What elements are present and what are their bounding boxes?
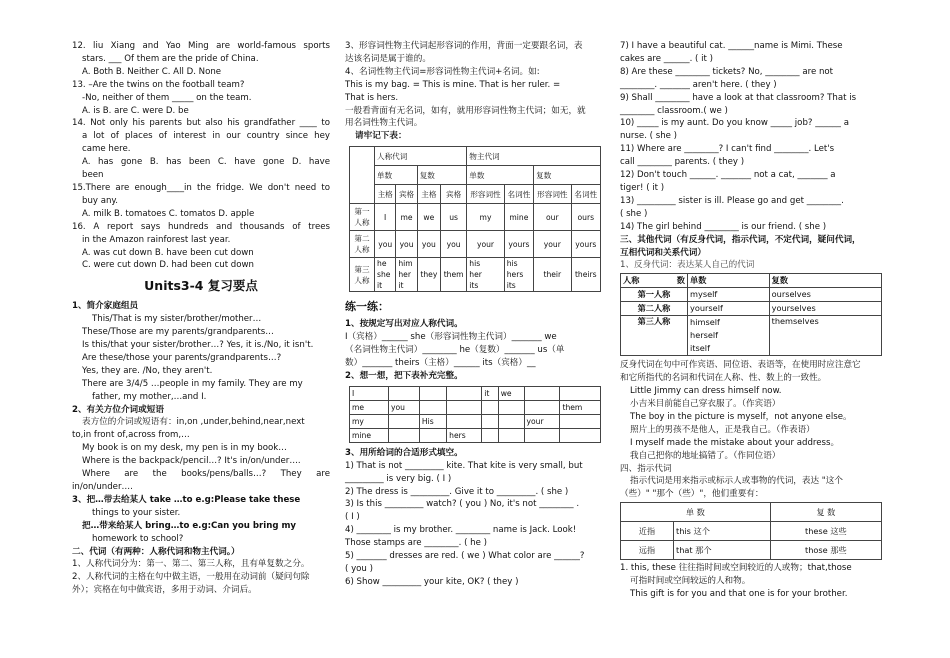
- table-cell: [498, 400, 524, 414]
- text-line: 1、人称代词分为：第一、第二、第三人称，且有单复数之分。: [72, 559, 310, 570]
- exercise-line: ________ classroom.( we ): [620, 105, 728, 116]
- table-cell: [389, 414, 420, 428]
- table-cell: his hers its: [504, 258, 533, 292]
- table-header: 主格: [417, 185, 440, 204]
- table-header: 宾格: [396, 185, 417, 204]
- table-cell: my: [350, 414, 389, 428]
- table-header-label: 数: [676, 275, 685, 286]
- table-cell: [498, 414, 524, 428]
- table-cell: yours: [504, 231, 533, 258]
- table-cell: [524, 428, 560, 442]
- table-cell: it: [482, 386, 498, 400]
- exercise-heading: 1、按规定写出对应人称代词。: [345, 319, 463, 330]
- table-cell: [482, 428, 498, 442]
- table-cell: your: [467, 231, 504, 258]
- table-corner: [350, 147, 375, 204]
- table-header: 单 数: [621, 503, 771, 522]
- answer-options: A. Both B. Neither C. All D. None: [82, 66, 222, 77]
- text-line: My book is on my desk, my pen is in my book…: [82, 443, 287, 454]
- example-line: 照片上的男孩不是他人，正是我自己。（作表语）: [630, 424, 815, 435]
- exercise-line: ( you ): [345, 563, 373, 574]
- text-line: This gift is for you and that one is for your brother.: [630, 589, 848, 600]
- exercise-line: cakes are ______. ( it ): [620, 53, 713, 64]
- table-header: 名词性: [571, 185, 600, 204]
- text-line: 把…带来给某人 bring…to e.g:Can you bring my: [82, 520, 297, 531]
- exercise-line: 9) Shall ________ have a look at that classroom? That is: [620, 92, 857, 103]
- table-cell: ourselves: [769, 288, 881, 302]
- table-cell: yourselves: [769, 302, 881, 316]
- exercise-line: nurse. ( she ): [620, 131, 678, 142]
- table-cell: [419, 400, 446, 414]
- exercise-line: 6) Show _________ your kite, OK? ( they ): [345, 576, 519, 587]
- example-line: The boy in the picture is myself，not anyone else。: [630, 411, 852, 422]
- table-cell: [524, 400, 560, 414]
- exercise-line: 13) _________ sister is ill. Please go and get ________.: [620, 195, 844, 206]
- question-line: a lot of places of interest in our country since hey: [82, 131, 330, 142]
- section-heading: 1、简介家庭组员: [72, 301, 139, 312]
- demonstrative-table: [620, 502, 882, 560]
- question-line: in the Amazon rainforest last year.: [82, 234, 231, 245]
- question-line: stars. ___ Of them are the pride of China.: [82, 53, 259, 64]
- table-header: 复 数: [770, 503, 881, 522]
- section-heading: 二、代词（有两种：人称代词和物主代词。）: [72, 546, 240, 557]
- answer-options: A. was cut down B. have been cut down: [82, 247, 254, 258]
- exercise-line: 1) That is not _________ kite. That kite is very small, but: [345, 460, 583, 471]
- question-line: 13. –Are the twins on the football team?: [72, 79, 245, 90]
- exercise-line: 12) Don't touch ______. _______ not a cat, _______ a: [620, 170, 836, 181]
- text-line: There are 3/4/5 …people in my family. They are my: [82, 378, 303, 389]
- unit-title: Units3-4 复习要点: [144, 278, 258, 294]
- table-cell: [524, 386, 560, 400]
- exercise-line: Those stamps are ________. ( he ): [345, 538, 487, 549]
- answer-options: A. has gone B. has been C. have gone D. have: [82, 157, 330, 168]
- text-line: 和它所指代的名词和代词在人称、性、数上的一致性。: [620, 373, 827, 384]
- table-cell: your: [534, 231, 571, 258]
- text-line: Is this/that your sister/brother…? Yes, it is./No, it isn't.: [82, 340, 314, 351]
- table-cell: him her it: [396, 258, 417, 292]
- question-line: -No, neither of them _____ on the team.: [82, 92, 252, 103]
- row-label: 近指: [621, 522, 674, 541]
- row-label: 远指: [621, 541, 674, 560]
- text-line: 表方位的介词或短语有：in,on ,under,behind,near,next: [82, 417, 305, 428]
- exercise-line: ( I ): [345, 512, 360, 523]
- table-header: 复数: [534, 166, 601, 185]
- text-line: 1、反身代词：表达某人自己的代词: [620, 260, 755, 271]
- text-line: 反身代词在句中可作宾语、同位语、表语等，在使用时应注意它: [620, 360, 861, 371]
- section-heading: 2、有关方位介词或短语: [72, 404, 164, 415]
- question-line: 14. Not only his parents but also his grandfather ____ to: [72, 118, 330, 129]
- exercise-line: call ________ parents. ( they ): [620, 157, 745, 168]
- text-line: This is my bag. = This is mine. That is her ruler. =: [345, 79, 561, 90]
- text-line: These/Those are my parents/grandparents…: [82, 327, 274, 338]
- table-cell: [389, 386, 420, 400]
- table-cell: His: [419, 414, 446, 428]
- row-label: 第三人称: [621, 316, 688, 356]
- table-cell: you: [375, 231, 396, 258]
- exercise-line: 2) The dress is _________. Give it to _________. ( she ): [345, 486, 569, 497]
- table-cell: I: [350, 386, 389, 400]
- text-line: to,in front of,across from,…: [72, 430, 190, 441]
- text-line: That is hers.: [345, 92, 399, 103]
- question-line: 12. liu Xiang and Yao Ming are world-famous sports: [72, 41, 330, 51]
- table-cell: those 那些: [770, 541, 881, 560]
- exercise-line: 5) _______ dresses are red. ( we ) What color are ______?: [345, 551, 585, 562]
- table-header: 宾格: [440, 185, 466, 204]
- column-middle: [345, 40, 603, 589]
- answer-options: been: [82, 170, 104, 181]
- table-header: 单数: [688, 274, 770, 288]
- text-line: father, my mother,…and I.: [92, 391, 207, 402]
- row-label: 第三人称: [350, 258, 375, 292]
- exercise-line: 14) The girl behind ________ is our friend. ( she ): [620, 221, 827, 232]
- table-cell: I: [375, 204, 396, 231]
- text-line: in/on/under….: [72, 482, 133, 492]
- table-cell: mine: [504, 204, 533, 231]
- table-cell: [498, 428, 524, 442]
- table-cell: [560, 386, 601, 400]
- table-cell: yourself: [688, 302, 770, 316]
- exercise-line: 4) ________ is my brother. ________ name is Jack. Look!: [345, 525, 577, 536]
- table-cell: me: [350, 400, 389, 414]
- text-line: 指示代词是用来指示或标示人或事物的代词，表达 "这个: [630, 476, 843, 487]
- text-line: This/That is my sister/brother/mother…: [92, 314, 262, 325]
- text-line: 用名词性物主代词。: [345, 118, 423, 129]
- text-line: 达该名词是属于谁的。: [345, 53, 431, 64]
- answer-options: C. were cut down D. had been cut down: [82, 260, 254, 271]
- table-cell: them: [560, 400, 601, 414]
- table-cell: [419, 428, 446, 442]
- table-cell: [560, 414, 601, 428]
- table-header-label: 人称: [623, 275, 640, 286]
- table-cell: your: [524, 414, 560, 428]
- table-cell: we: [417, 204, 440, 231]
- table-cell: theirs: [571, 258, 600, 292]
- example-line: Little Jimmy can dress himself now.: [630, 386, 782, 397]
- table-cell: yours: [571, 231, 600, 258]
- exercise-line: ________. _______ aren't here. ( they ): [620, 79, 777, 90]
- table-cell: themselves: [769, 316, 881, 356]
- exercise-line: 8) Are these ________ tickets? No, ________ are not: [620, 66, 834, 77]
- text-line: 外）；宾格在句中做宾语，多用于动词、介词后。: [72, 585, 257, 596]
- table-cell: his her its: [467, 258, 504, 292]
- table-cell: my: [467, 204, 504, 231]
- example-line: I myself made the mistake about your address。: [630, 437, 840, 448]
- section-heading: 四、指示代词: [620, 463, 672, 474]
- example-line: 小吉米目前能自己穿衣服了。（作宾语）: [630, 399, 781, 410]
- table-note: 请牢记下表：: [355, 131, 407, 142]
- question-line: 16. A report says hundreds and thousands of trees: [72, 221, 330, 232]
- question-line: 15.There are enough____in the fridge. We don't need to: [72, 182, 330, 193]
- exercise-line: tiger! ( it ): [620, 182, 665, 193]
- table-header: 复数: [769, 274, 881, 288]
- question-line: came here.: [82, 144, 131, 155]
- table-cell: me: [396, 204, 417, 231]
- text-line: homework to school?: [92, 533, 184, 544]
- table-header: 形容词性: [534, 185, 571, 204]
- table-cell: myself: [688, 288, 770, 302]
- text-line: 3、形容词性物主代词起形容词的作用，背面一定要跟名词，表: [345, 41, 583, 51]
- text-line: 2、人称代词的主格在句中做主语，一般用在动词前（疑问句除: [72, 572, 310, 583]
- row-label: 第二人称: [350, 231, 375, 258]
- table-header: 物主代词: [467, 147, 601, 166]
- table-cell: we: [498, 386, 524, 400]
- table-cell: our: [534, 204, 571, 231]
- table-cell: [389, 428, 420, 442]
- section-heading: 互相代词和关系代词）: [620, 247, 706, 258]
- section-heading: 三、其他代词（有反身代词，指示代词，不定代词，疑问代词，: [620, 234, 861, 245]
- answer-options: A. is B. are C. were D. be: [82, 105, 189, 116]
- table-cell: himself herself itself: [688, 316, 770, 356]
- row-label: 第一人称: [621, 288, 688, 302]
- section-heading: 3、把…带去给某人 take …to e.g:Please take these: [72, 494, 301, 505]
- row-label: 第一人称: [350, 204, 375, 231]
- table-header: 主格: [375, 185, 396, 204]
- table-cell: [447, 386, 482, 400]
- table-cell: that 那个: [674, 541, 771, 560]
- example-line: 我自己把你的地址搞错了。（作同位语）: [630, 450, 781, 461]
- row-label: 第二人称: [621, 302, 688, 316]
- exercise-line: 11) Where are ________? I can't find ________. Let's: [620, 144, 835, 155]
- table-cell: them: [440, 258, 466, 292]
- question-line: buy any.: [82, 195, 119, 206]
- text-line: Where is the backpack/pencil…? It's in/on/under….: [82, 456, 301, 467]
- exercise-line: 10) _____ is my aunt. Do you know _____ job? ______ a: [620, 118, 849, 129]
- table-header: 形容词性: [467, 185, 504, 204]
- text-line: things to your sister.: [92, 507, 181, 518]
- exercise-line: 7) I have a beautiful cat. ______name is Mimi. These: [620, 41, 843, 51]
- exercise-line: I（宾格）______ she（形容词性物主代词）_______ we: [345, 332, 557, 343]
- exercise-line: _________ is very big. ( I ): [345, 473, 452, 484]
- table-cell: [419, 386, 446, 400]
- text-line: 1. this, these 往往指时间或空间较近的人或物；that,those: [620, 563, 852, 574]
- table-header: 名词性: [504, 185, 533, 204]
- table-cell: their: [534, 258, 571, 292]
- table-header: 单数: [375, 166, 418, 185]
- table-header: 复数: [417, 166, 467, 185]
- table-header: 单数: [467, 166, 534, 185]
- table-header: [621, 274, 688, 288]
- table-cell: this 这个: [674, 522, 771, 541]
- table-cell: these 这些: [770, 522, 881, 541]
- exercise-heading: 2、想一想，把下表补充完整。: [345, 370, 463, 381]
- text-line: （些）" "那个（些）"，他们重要有：: [620, 489, 764, 500]
- fill-in-table: [349, 386, 601, 443]
- table-header: 人称代词: [375, 147, 467, 166]
- text-line: 一般看背面有无名词，如有，就用形容词性物主代词；如无，就: [345, 105, 586, 116]
- text-line: Where are the books/pens/balls…? They are: [82, 469, 330, 480]
- table-cell: you: [396, 231, 417, 258]
- reflexive-table: [620, 273, 882, 356]
- table-cell: mine: [350, 428, 389, 442]
- table-cell: us: [440, 204, 466, 231]
- column-left: [72, 40, 330, 597]
- table-cell: [482, 400, 498, 414]
- text-line: Yes, they are. /No, they aren't.: [82, 365, 213, 376]
- table-cell: hers: [447, 428, 482, 442]
- table-cell: you: [417, 231, 440, 258]
- table-cell: [447, 414, 482, 428]
- answer-options: A. milk B. tomatoes C. tomatos D. apple: [82, 208, 255, 219]
- table-cell: he she it: [375, 258, 396, 292]
- text-line: Are these/those your parents/grandparents…?: [82, 352, 282, 363]
- text-line: 可指时间或空间较远的人和物。: [630, 576, 751, 587]
- exercise-line: 数）_______ theirs（主格）______ its（宾格）__: [345, 357, 536, 368]
- exercise-line: ( she ): [620, 208, 648, 219]
- table-cell: [482, 414, 498, 428]
- exercise-line: （名词性物主代词）________ he（复数）_______ us（单: [345, 345, 565, 356]
- column-right: [620, 40, 882, 601]
- table-cell: you: [440, 231, 466, 258]
- table-cell: ours: [571, 204, 600, 231]
- practice-title: 练一练：: [345, 300, 389, 314]
- table-cell: you: [389, 400, 420, 414]
- exercise-heading: 3、用所给词的合适形式填空。: [345, 447, 463, 458]
- text-line: 4、名词性物主代词=形容词性物主代词+名词。如:: [345, 66, 540, 77]
- table-cell: they: [417, 258, 440, 292]
- exercise-line: 3) Is this _________ watch? ( you ) No, it's not ________ .: [345, 499, 580, 510]
- table-cell: [560, 428, 601, 442]
- table-cell: [447, 400, 482, 414]
- pronoun-table: [349, 146, 601, 292]
